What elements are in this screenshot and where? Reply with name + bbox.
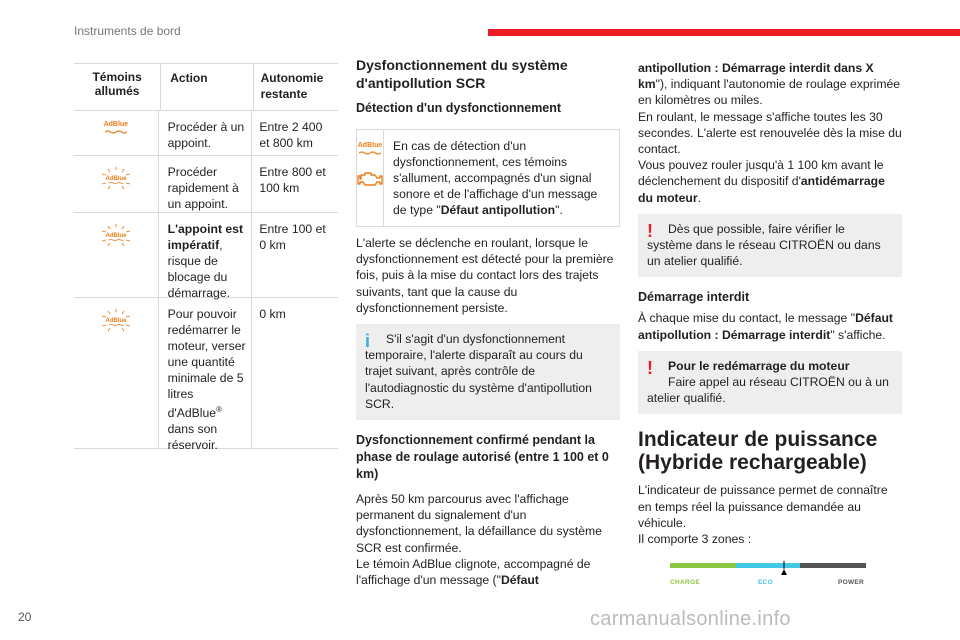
table-cell-range: 0 km bbox=[259, 307, 286, 321]
adblue-flashing-icon bbox=[101, 223, 131, 297]
table-header-range: Autonomie restante bbox=[260, 71, 324, 101]
subtitle-start-blocked: Démarrage interdit bbox=[638, 290, 750, 305]
table-row bbox=[74, 110, 338, 155]
table-row bbox=[74, 155, 338, 212]
column-power bbox=[638, 60, 902, 593]
table-cell-range: Entre 100 et 0 km bbox=[259, 222, 326, 252]
detection-lights-box bbox=[356, 129, 620, 227]
power-gauge bbox=[670, 561, 866, 593]
warning-note: ! Pour le redémarrage du moteur Faire appel au réseau CITROËN ou à un atelier qualifié. bbox=[638, 351, 902, 415]
table-cell-action: Procéder à un appoint. bbox=[159, 111, 253, 155]
repeat-paragraph: En roulant, le message s'affiche toutes les 30 secondes. L'alerte est renouvelée dès la mise du contact. bbox=[638, 109, 902, 157]
svg-text:AdBlue: AdBlue bbox=[105, 176, 127, 182]
gauge-zone-power bbox=[800, 563, 866, 568]
gauge-zone-charge bbox=[670, 563, 736, 568]
alert-paragraph: L'alerte se déclenche en roulant, lorsque le dysfonctionnement est détecté pour la première fois, puis à la mise du contact lors des trajets suivants, tant que la cause du dysfonctionnement persiste. bbox=[356, 236, 614, 315]
watermark: carmanualsonline.info bbox=[590, 608, 791, 630]
adblue-icon: AdBlue bbox=[104, 121, 129, 155]
zones-paragraph: Il comporte 3 zones : bbox=[638, 532, 752, 547]
warning-lights-table bbox=[74, 63, 338, 453]
adblue-blink-paragraph: Le témoin AdBlue clignote, accompagné de l'affichage d'un message ("Défaut bbox=[356, 556, 591, 588]
adblue-flashing-icon bbox=[101, 166, 131, 212]
table-header-lights: Témoins allumés bbox=[74, 64, 161, 110]
table-header-action: Action bbox=[161, 64, 253, 110]
gauge-label-eco: ECO bbox=[758, 579, 773, 587]
gauge-needle-icon bbox=[780, 561, 788, 575]
header-accent-bar bbox=[488, 29, 960, 36]
table-cell-action: Pour pouvoir redémarrer le moteur, verser une quantité minimale de 5 litres d'AdBlue® dans son réservoir. bbox=[159, 298, 253, 448]
header-title: Instruments de bord bbox=[74, 24, 181, 38]
table-row bbox=[74, 297, 338, 453]
subtitle-detection: Détection d'un dysfonctionnement bbox=[356, 101, 562, 115]
warning-icon: ! bbox=[647, 357, 653, 378]
start-blocked-paragraph: À chaque mise du contact, le message "Défaut antipollution : Démarrage interdit" s'affiche. bbox=[638, 311, 893, 342]
adblue-icon: AdBlue bbox=[358, 142, 383, 155]
table-cell-range: Entre 2 400 et 800 km bbox=[259, 120, 323, 150]
column-scr bbox=[356, 56, 620, 588]
gauge-label-charge: CHARGE bbox=[670, 579, 700, 587]
gauge-label-power: POWER bbox=[838, 579, 865, 587]
section-title-scr: Dysfonctionnement du système d'antipollution SCR bbox=[356, 57, 568, 91]
adblue-flashing-icon bbox=[101, 308, 131, 448]
svg-text:AdBlue: AdBlue bbox=[105, 233, 127, 239]
page-number: 20 bbox=[18, 610, 32, 624]
gauge-zone-eco bbox=[736, 563, 800, 568]
svg-text:AdBlue: AdBlue bbox=[105, 318, 127, 324]
range-paragraph: antipollution : Démarrage interdit dans X km"), indiquant l'autonomie de roulage exprimée en kilomètres ou miles. bbox=[638, 61, 901, 108]
confirmed-paragraph: Après 50 km parcourus avec l'affichage permanent du signalement d'un dysfonctionnement, la défaillance du système SCR est confirmée. bbox=[356, 492, 602, 555]
table-cell-action: L'appoint est impératif, risque de blocage du démarrage. bbox=[159, 213, 253, 297]
power-paragraph: L'indicateur de puissance permet de connaître en temps réel la puissance demandée au véhicule. bbox=[638, 483, 888, 530]
table-row bbox=[74, 212, 338, 300]
warning-note: ! Dès que possible, faire vérifier le système dans le réseau CITROËN ou dans un atelier qualifié. bbox=[638, 214, 902, 278]
table-cell-action: Procéder rapidement à un appoint. bbox=[159, 156, 253, 212]
table-cell-range: Entre 800 et 100 km bbox=[259, 165, 326, 195]
info-note: i S'il s'agit d'un dysfonctionnement temporaire, l'alerte disparaît au cours du trajet suivant, après contrôle de l'autodiagnostic du système d'antipollution SCR. bbox=[356, 324, 620, 420]
table-header-row bbox=[74, 63, 338, 110]
detection-text: En cas de détection d'un dysfonctionnement, ces témoins s'allument, accompagnés d'un signal sonore et de l'affichage d'un message de type "Défaut antipollution". bbox=[393, 139, 598, 217]
info-icon: i bbox=[365, 331, 371, 352]
section-title-power: Indicateur de puissance (Hybride rechargeable) bbox=[638, 428, 878, 475]
engine-check-icon bbox=[357, 169, 383, 189]
subtitle-confirmed: Dysfonctionnement confirmé pendant la phase de roulage autorisé (entre 1 100 et 0 km) bbox=[356, 433, 609, 482]
antistart-paragraph: Vous pouvez rouler jusqu'à 1 100 km avant le déclenchement du dispositif d'antidémarrage du moteur. bbox=[638, 158, 885, 205]
warning-icon: ! bbox=[647, 220, 653, 241]
